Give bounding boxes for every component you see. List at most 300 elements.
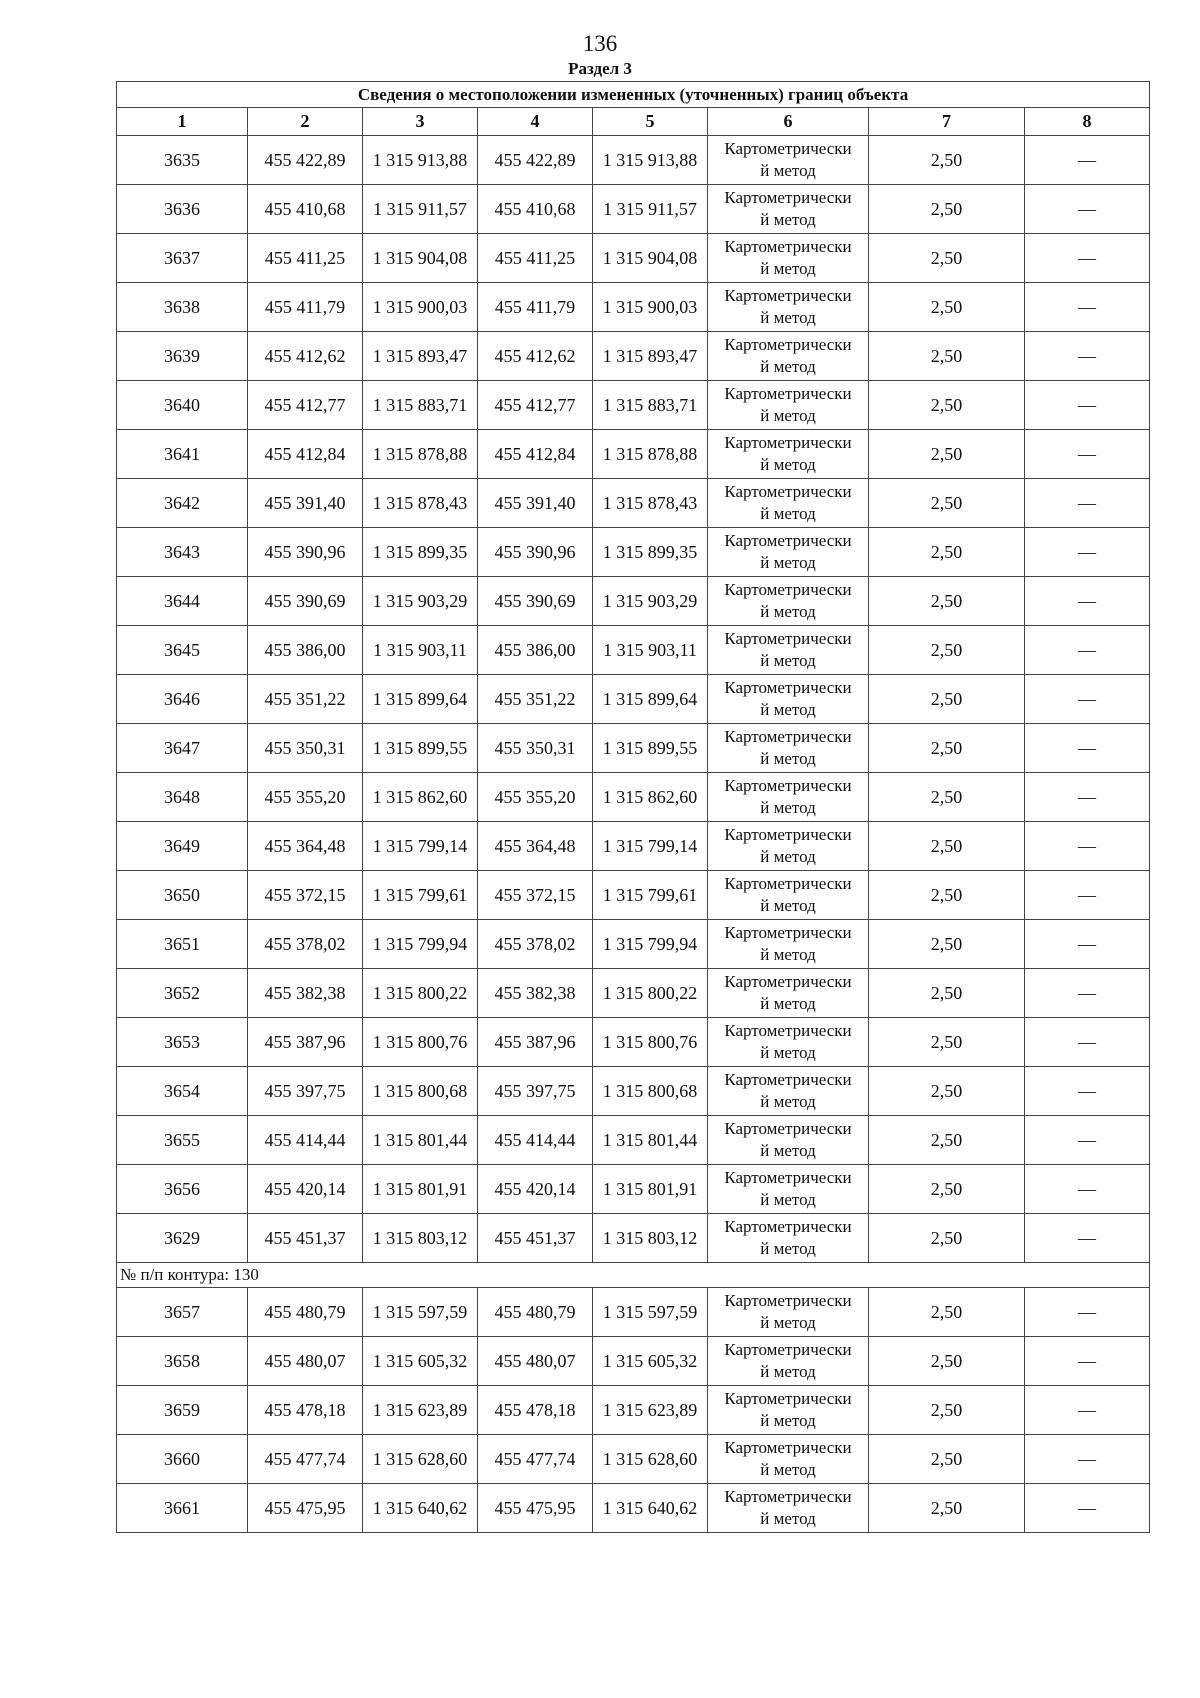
table-cell: 1 315 640,62: [363, 1484, 478, 1533]
table-cell: 1 315 628,60: [593, 1435, 708, 1484]
table-cell: 1 315 800,68: [593, 1067, 708, 1116]
table-cell: 455 391,40: [248, 479, 363, 528]
method-cell: [708, 1214, 869, 1263]
table-cell: 455 451,37: [248, 1214, 363, 1263]
table-cell: 2,50: [869, 871, 1025, 920]
table-cell: 455 411,25: [248, 234, 363, 283]
method-label-line2: й метод: [760, 896, 816, 915]
table-cell: 2,50: [869, 1214, 1025, 1263]
method-label-line2: й метод: [760, 700, 816, 719]
column-header: 8: [1025, 108, 1150, 136]
method-label-line2: й метод: [760, 1092, 816, 1111]
table-cell: 455 410,68: [478, 185, 593, 234]
method-label-line1: Картометрически: [724, 874, 852, 893]
table-cell: 1 315 899,35: [593, 528, 708, 577]
table-cell: 455 475,95: [248, 1484, 363, 1533]
table-cell: 1 315 800,22: [363, 969, 478, 1018]
table-row: [117, 283, 1150, 332]
table-cell: —: [1025, 381, 1150, 430]
column-header: 7: [869, 108, 1025, 136]
method-cell: [708, 136, 869, 185]
table-cell: —: [1025, 626, 1150, 675]
table-cell: —: [1025, 332, 1150, 381]
table-cell: 455 478,18: [248, 1386, 363, 1435]
table-cell: 455 414,44: [478, 1116, 593, 1165]
table-cell: —: [1025, 920, 1150, 969]
table-cell: 455 477,74: [478, 1435, 593, 1484]
table-cell: 1 315 803,12: [593, 1214, 708, 1263]
table-cell: 1 315 893,47: [593, 332, 708, 381]
method-cell: [708, 920, 869, 969]
table-cell: 1 315 800,76: [363, 1018, 478, 1067]
table-row: [117, 577, 1150, 626]
table-cell: 1 315 878,43: [593, 479, 708, 528]
table-cell: —: [1025, 871, 1150, 920]
table-row: [117, 1435, 1150, 1484]
table-cell: 3646: [117, 675, 248, 724]
table-row: [117, 724, 1150, 773]
table-cell: 1 315 878,43: [363, 479, 478, 528]
contour-block-1: [117, 136, 1150, 1263]
table-cell: 455 382,38: [478, 969, 593, 1018]
table-row: [117, 969, 1150, 1018]
table-cell: 1 315 803,12: [363, 1214, 478, 1263]
method-cell: [708, 1337, 869, 1386]
table-cell: 455 387,96: [248, 1018, 363, 1067]
method-cell: [708, 773, 869, 822]
boundary-coordinates-table: [116, 81, 1150, 1533]
method-label-line2: й метод: [760, 161, 816, 180]
method-label-line1: Картометрически: [724, 531, 852, 550]
table-cell: 455 420,14: [478, 1165, 593, 1214]
method-cell: [708, 626, 869, 675]
method-label-line2: й метод: [760, 1460, 816, 1479]
table-cell: 2,50: [869, 430, 1025, 479]
table-cell: 2,50: [869, 1067, 1025, 1116]
table-cell: 2,50: [869, 136, 1025, 185]
table-cell: —: [1025, 969, 1150, 1018]
method-label-line2: й метод: [760, 1141, 816, 1160]
table-cell: 3648: [117, 773, 248, 822]
method-cell: [708, 822, 869, 871]
table-cell: 1 315 597,59: [593, 1288, 708, 1337]
table-cell: 2,50: [869, 577, 1025, 626]
method-label-line2: й метод: [760, 1239, 816, 1258]
table-cell: 1 315 799,14: [593, 822, 708, 871]
table-cell: 455 378,02: [248, 920, 363, 969]
table-cell: —: [1025, 1067, 1150, 1116]
table-cell: —: [1025, 185, 1150, 234]
table-cell: —: [1025, 773, 1150, 822]
table-cell: 2,50: [869, 920, 1025, 969]
table-cell: 3638: [117, 283, 248, 332]
table-cell: 2,50: [869, 1288, 1025, 1337]
table-row: [117, 871, 1150, 920]
column-header: 6: [708, 108, 869, 136]
method-label-line2: й метод: [760, 455, 816, 474]
column-header: 1: [117, 108, 248, 136]
method-label-line2: й метод: [760, 406, 816, 425]
method-cell: [708, 234, 869, 283]
table-cell: 2,50: [869, 332, 1025, 381]
method-label-line2: й метод: [760, 1509, 816, 1528]
table-cell: 3654: [117, 1067, 248, 1116]
table-cell: —: [1025, 1484, 1150, 1533]
table-cell: 1 315 801,91: [363, 1165, 478, 1214]
method-label-line1: Картометрически: [724, 286, 852, 305]
table-cell: 1 315 800,68: [363, 1067, 478, 1116]
table-cell: —: [1025, 577, 1150, 626]
table-cell: 3659: [117, 1386, 248, 1435]
method-label-line2: й метод: [760, 749, 816, 768]
table-cell: 455 412,84: [478, 430, 593, 479]
table-cell: 455 364,48: [478, 822, 593, 871]
method-label-line2: й метод: [760, 651, 816, 670]
table-cell: 1 315 899,64: [593, 675, 708, 724]
table-row: [117, 1386, 1150, 1435]
method-label-line2: й метод: [760, 602, 816, 621]
table-cell: —: [1025, 1116, 1150, 1165]
table-cell: 3655: [117, 1116, 248, 1165]
method-label-line1: Картометрически: [724, 727, 852, 746]
table-row: [117, 1484, 1150, 1533]
method-label-line2: й метод: [760, 847, 816, 866]
table-row: [117, 332, 1150, 381]
table-cell: 455 412,84: [248, 430, 363, 479]
table-cell: 3661: [117, 1484, 248, 1533]
table-cell: 1 315 913,88: [593, 136, 708, 185]
table-cell: 2,50: [869, 1435, 1025, 1484]
table-cell: 1 315 899,64: [363, 675, 478, 724]
table-cell: 3642: [117, 479, 248, 528]
table-cell: 1 315 878,88: [593, 430, 708, 479]
table-cell: 455 475,95: [478, 1484, 593, 1533]
method-label-line2: й метод: [760, 553, 816, 572]
table-cell: 1 315 799,94: [363, 920, 478, 969]
method-cell: [708, 1386, 869, 1435]
method-cell: [708, 675, 869, 724]
table-cell: 3656: [117, 1165, 248, 1214]
table-cell: 455 412,62: [248, 332, 363, 381]
table-cell: 2,50: [869, 1116, 1025, 1165]
method-label-line1: Картометрически: [724, 188, 852, 207]
table-cell: 1 315 605,32: [593, 1337, 708, 1386]
table-cell: 2,50: [869, 234, 1025, 283]
table-cell: 1 315 605,32: [363, 1337, 478, 1386]
method-label-line1: Картометрически: [724, 482, 852, 501]
column-header: 5: [593, 108, 708, 136]
table-cell: 3652: [117, 969, 248, 1018]
table-row: [117, 1067, 1150, 1116]
table-cell: 1 315 903,29: [363, 577, 478, 626]
method-cell: [708, 724, 869, 773]
table-row: [117, 626, 1150, 675]
table-cell: 1 315 911,57: [593, 185, 708, 234]
table-cell: 1 315 597,59: [363, 1288, 478, 1337]
table-cell: —: [1025, 479, 1150, 528]
table-cell: 1 315 900,03: [593, 283, 708, 332]
method-cell: [708, 1018, 869, 1067]
method-label-line2: й метод: [760, 1362, 816, 1381]
table-cell: 1 315 883,71: [363, 381, 478, 430]
method-label-line2: й метод: [760, 1313, 816, 1332]
table-cell: 455 410,68: [248, 185, 363, 234]
table-cell: 455 480,79: [478, 1288, 593, 1337]
method-label-line1: Картометрически: [724, 1119, 852, 1138]
method-label-line2: й метод: [760, 308, 816, 327]
table-cell: —: [1025, 1386, 1150, 1435]
table-cell: 455 386,00: [478, 626, 593, 675]
table-cell: 1 315 900,03: [363, 283, 478, 332]
table-cell: 2,50: [869, 969, 1025, 1018]
method-cell: [708, 871, 869, 920]
method-label-line1: Картометрически: [724, 629, 852, 648]
table-row: [117, 528, 1150, 577]
table-cell: 1 315 800,76: [593, 1018, 708, 1067]
table-cell: 455 382,38: [248, 969, 363, 1018]
section-title: Раздел 3: [568, 59, 632, 78]
table-cell: 1 315 862,60: [363, 773, 478, 822]
table-cell: 1 315 899,55: [363, 724, 478, 773]
column-header: 3: [363, 108, 478, 136]
table-cell: 1 315 801,44: [593, 1116, 708, 1165]
table-cell: —: [1025, 1288, 1150, 1337]
table-cell: 1 315 903,29: [593, 577, 708, 626]
table-cell: —: [1025, 136, 1150, 185]
table-row: [117, 675, 1150, 724]
table-row: [117, 234, 1150, 283]
table-cell: 2,50: [869, 822, 1025, 871]
table-cell: 1 315 628,60: [363, 1435, 478, 1484]
table-cell: —: [1025, 675, 1150, 724]
column-header: 2: [248, 108, 363, 136]
table-cell: 1 315 623,89: [593, 1386, 708, 1435]
method-cell: [708, 479, 869, 528]
table-cell: 1 315 878,88: [363, 430, 478, 479]
table-cell: 455 397,75: [478, 1067, 593, 1116]
table-cell: 455 391,40: [478, 479, 593, 528]
table-cell: 455 372,15: [248, 871, 363, 920]
table-cell: 2,50: [869, 626, 1025, 675]
table-row: [117, 479, 1150, 528]
table-cell: 1 315 799,61: [593, 871, 708, 920]
table-row: [117, 381, 1150, 430]
table-cell: 455 412,77: [248, 381, 363, 430]
table-cell: 455 412,77: [478, 381, 593, 430]
table-cell: 3647: [117, 724, 248, 773]
table-cell: 3653: [117, 1018, 248, 1067]
table-cell: —: [1025, 1337, 1150, 1386]
method-cell: [708, 283, 869, 332]
table-cell: 455 390,96: [248, 528, 363, 577]
table-cell: 455 350,31: [478, 724, 593, 773]
method-label-line1: Картометрически: [724, 433, 852, 452]
table-row: [117, 773, 1150, 822]
method-cell: [708, 381, 869, 430]
method-label-line1: Картометрически: [724, 923, 852, 942]
method-label-line1: Картометрически: [724, 384, 852, 403]
table-cell: 1 315 801,91: [593, 1165, 708, 1214]
table-cell: 3660: [117, 1435, 248, 1484]
table-cell: 455 478,18: [478, 1386, 593, 1435]
table-cell: 455 422,89: [478, 136, 593, 185]
method-cell: [708, 528, 869, 577]
table-cell: 3643: [117, 528, 248, 577]
method-label-line2: й метод: [760, 994, 816, 1013]
table-row: [117, 1337, 1150, 1386]
method-cell: [708, 1288, 869, 1337]
method-label-line1: Картометрически: [724, 1070, 852, 1089]
method-cell: [708, 1484, 869, 1533]
table-cell: 455 397,75: [248, 1067, 363, 1116]
table-cell: —: [1025, 283, 1150, 332]
table-cell: 3635: [117, 136, 248, 185]
table-row: [117, 1116, 1150, 1165]
method-label-line1: Картометрически: [724, 1438, 852, 1457]
table-cell: 1 315 904,08: [363, 234, 478, 283]
method-label-line1: Картометрически: [724, 1168, 852, 1187]
table-cell: 1 315 893,47: [363, 332, 478, 381]
contour-separator: [117, 1263, 1150, 1288]
table-cell: 3644: [117, 577, 248, 626]
method-label-line1: Картометрически: [724, 580, 852, 599]
table-cell: 455 480,79: [248, 1288, 363, 1337]
table-cell: 2,50: [869, 1337, 1025, 1386]
table-cell: 455 390,96: [478, 528, 593, 577]
table-cell: 455 350,31: [248, 724, 363, 773]
method-label-line1: Картометрически: [724, 678, 852, 697]
table-cell: 455 351,22: [248, 675, 363, 724]
table-cell: 455 355,20: [248, 773, 363, 822]
table-cell: 2,50: [869, 528, 1025, 577]
method-label-line1: Картометрически: [724, 972, 852, 991]
table-cell: —: [1025, 1435, 1150, 1484]
method-cell: [708, 430, 869, 479]
table-cell: 1 315 904,08: [593, 234, 708, 283]
table-cell: 3657: [117, 1288, 248, 1337]
table-cell: 455 451,37: [478, 1214, 593, 1263]
table-cell: 2,50: [869, 381, 1025, 430]
method-label-line1: Картометрически: [724, 1217, 852, 1236]
contour-block-2: [117, 1288, 1150, 1533]
table-cell: 3650: [117, 871, 248, 920]
table-cell: 1 315 623,89: [363, 1386, 478, 1435]
table-cell: 3637: [117, 234, 248, 283]
table-cell: 455 372,15: [478, 871, 593, 920]
table-cell: 1 315 640,62: [593, 1484, 708, 1533]
method-label-line2: й метод: [760, 259, 816, 278]
page-number: 136: [582, 31, 618, 56]
method-label-line1: Картометрически: [724, 1021, 852, 1040]
table-row: [117, 1288, 1150, 1337]
method-label-line2: й метод: [760, 1043, 816, 1062]
method-label-line1: Картометрически: [724, 1340, 852, 1359]
table-cell: —: [1025, 1214, 1150, 1263]
table-cell: 3639: [117, 332, 248, 381]
table-cell: 455 387,96: [478, 1018, 593, 1067]
table-cell: 1 315 800,22: [593, 969, 708, 1018]
table-cell: 2,50: [869, 1484, 1025, 1533]
table-cell: 1 315 801,44: [363, 1116, 478, 1165]
method-cell: [708, 1165, 869, 1214]
table-cell: 455 480,07: [478, 1337, 593, 1386]
table-row: [117, 136, 1150, 185]
method-label-line2: й метод: [760, 945, 816, 964]
table-cell: 2,50: [869, 675, 1025, 724]
table-cell: 1 315 903,11: [363, 626, 478, 675]
method-label-line1: Картометрически: [724, 776, 852, 795]
method-label-line1: Картометрически: [724, 1487, 852, 1506]
table-cell: 455 364,48: [248, 822, 363, 871]
method-label-line2: й метод: [760, 504, 816, 523]
table-cell: 3641: [117, 430, 248, 479]
table-cell: 3645: [117, 626, 248, 675]
method-cell: [708, 969, 869, 1018]
table-cell: 1 315 883,71: [593, 381, 708, 430]
table-row: [117, 822, 1150, 871]
table-row: [117, 1018, 1150, 1067]
column-header: 4: [478, 108, 593, 136]
method-label-line1: Картометрически: [724, 1389, 852, 1408]
table-cell: —: [1025, 1018, 1150, 1067]
table-cell: 1 315 799,14: [363, 822, 478, 871]
table-cell: 455 477,74: [248, 1435, 363, 1484]
contour-label: № п/п контура: 130: [117, 1263, 1150, 1288]
table-cell: 1 315 913,88: [363, 136, 478, 185]
method-label-line2: й метод: [760, 798, 816, 817]
column-header-row: [117, 108, 1150, 136]
table-cell: 3658: [117, 1337, 248, 1386]
table-cell: —: [1025, 1165, 1150, 1214]
table-cell: 455 414,44: [248, 1116, 363, 1165]
table-cell: 455 412,62: [478, 332, 593, 381]
table-cell: 455 411,25: [478, 234, 593, 283]
table-cell: —: [1025, 528, 1150, 577]
table-cell: 455 351,22: [478, 675, 593, 724]
table-cell: 1 315 799,94: [593, 920, 708, 969]
table-row: [117, 920, 1150, 969]
table-cell: 455 378,02: [478, 920, 593, 969]
table-cell: 2,50: [869, 283, 1025, 332]
table-cell: 2,50: [869, 1386, 1025, 1435]
table-cell: 455 390,69: [248, 577, 363, 626]
method-label-line2: й метод: [760, 357, 816, 376]
method-cell: [708, 1067, 869, 1116]
table-caption: Сведения о местоположении измененных (уточненных) границ объекта: [117, 82, 1150, 108]
table-cell: 3636: [117, 185, 248, 234]
table-cell: —: [1025, 822, 1150, 871]
table-cell: 1 315 862,60: [593, 773, 708, 822]
table-cell: 455 420,14: [248, 1165, 363, 1214]
method-label-line2: й метод: [760, 1190, 816, 1209]
table-cell: 455 411,79: [248, 283, 363, 332]
method-cell: [708, 1435, 869, 1484]
table-cell: 2,50: [869, 1018, 1025, 1067]
table-cell: —: [1025, 430, 1150, 479]
table-row: [117, 1214, 1150, 1263]
method-label-line1: Картометрически: [724, 825, 852, 844]
table-row: [117, 185, 1150, 234]
table-cell: 455 480,07: [248, 1337, 363, 1386]
table-cell: 1 315 899,55: [593, 724, 708, 773]
table-row: [117, 430, 1150, 479]
table-cell: 2,50: [869, 1165, 1025, 1214]
method-cell: [708, 1116, 869, 1165]
table-row: [117, 1165, 1150, 1214]
method-label-line1: Картометрически: [724, 237, 852, 256]
table-cell: —: [1025, 724, 1150, 773]
method-cell: [708, 577, 869, 626]
